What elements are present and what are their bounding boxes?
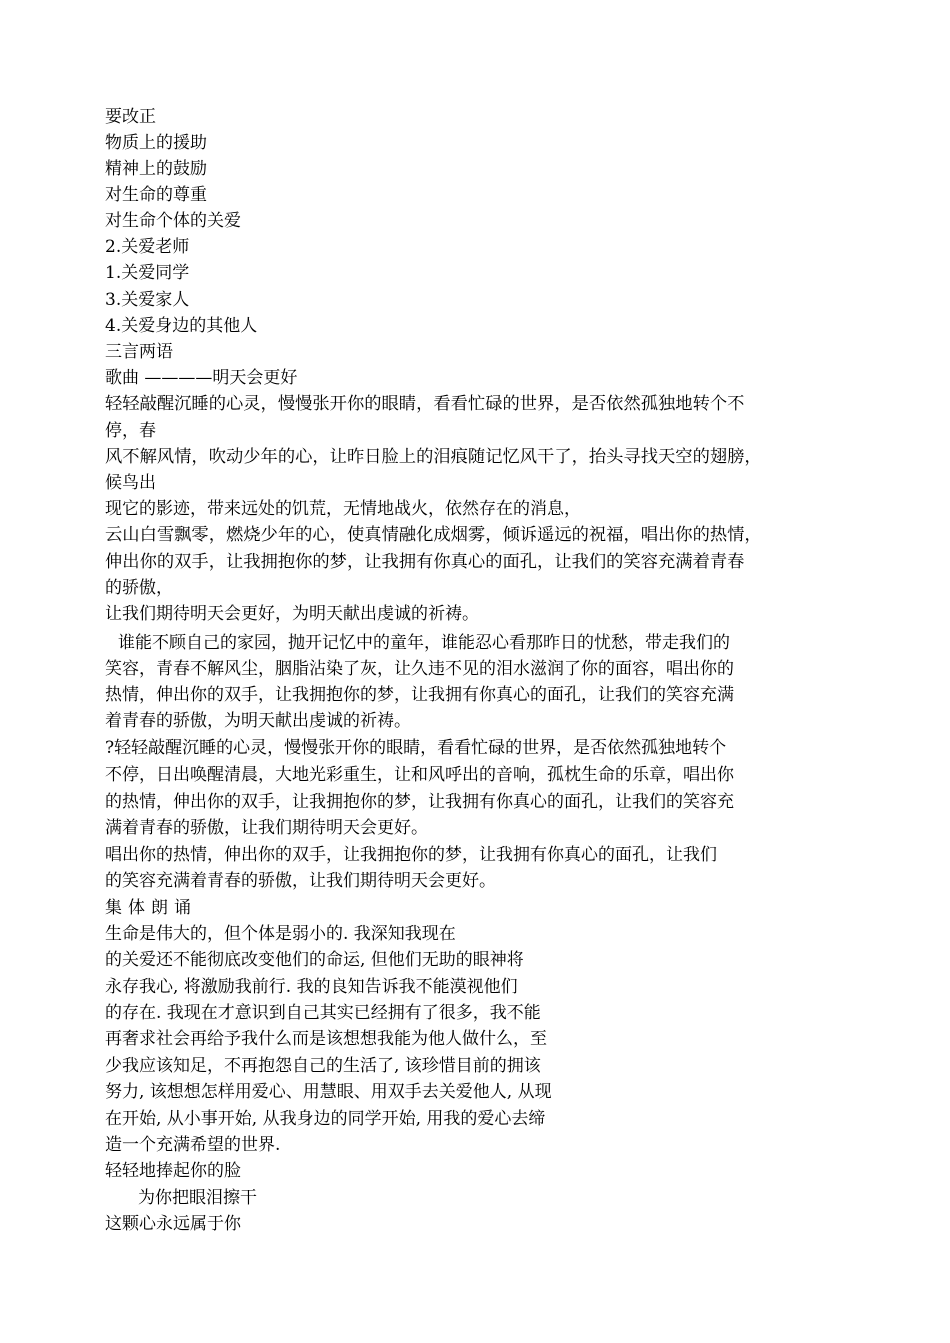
recitation-line: 努力, 该想想怎样用爱心、用慧眼、用双手去关爱他人, 从现	[105, 1082, 552, 1102]
lyric-line: 云山白雪飘零，燃烧少年的心，使真情融化成烟雾，倾诉遥远的祝福，唱出你的热情，	[105, 525, 762, 545]
lyric-line: 现它的影迹，带来远处的饥荒，无情地战火，依然存在的消息，	[105, 499, 581, 519]
recitation-line: 的存在. 我现在才意识到自己其实已经拥有了很多，我不能	[105, 1003, 541, 1023]
lyric-line: 谁能不顾自己的家园，抛开记忆中的童年，谁能忍心看那昨日的忧愁，带走我们的	[118, 633, 730, 653]
text-line: 2.关爱老师	[105, 237, 190, 257]
text-line: 精神上的鼓励	[105, 159, 207, 179]
lyric-line: ?轻轻敲醒沉睡的心灵，慢慢张开你的眼睛，看看忙碌的世界，是否依然孤独地转个	[105, 738, 727, 758]
closing-line: 这颗心永远属于你	[105, 1214, 241, 1234]
section-heading: 集体朗诵	[105, 898, 197, 918]
lyric-line: 的热情，伸出你的双手，让我拥抱你的梦，让我拥有你真心的面孔，让我们的笑容充	[105, 792, 734, 812]
lyric-line: 的骄傲，	[105, 578, 173, 598]
closing-line: 为你把眼泪擦干	[138, 1188, 257, 1208]
text-line: 3.关爱家人	[105, 290, 190, 310]
lyric-line: 不停，日出唤醒清晨，大地光彩重生，让和风呼出的音响，孤枕生命的乐章，唱出你	[105, 765, 734, 785]
recitation-line: 少我应该知足，不再抱怨自己的生活了, 该珍惜目前的拥该	[105, 1056, 541, 1076]
lyric-line: 唱出你的热情，伸出你的双手，让我拥抱你的梦，让我拥有你真心的面孔，让我们	[105, 845, 717, 865]
lyric-line: 轻轻敲醒沉睡的心灵，慢慢张开你的眼睛，看看忙碌的世界，是否依然孤独地转个不	[105, 394, 745, 414]
lyric-line: 笑容，青春不解风尘，胭脂沾染了灰，让久违不见的泪水滋润了你的面容，唱出你的	[105, 659, 734, 679]
lyric-line: 停，春	[105, 421, 156, 441]
lyric-line: 让我们期待明天会更好，为明天献出虔诚的祈祷。	[105, 604, 479, 624]
text-line: 对生命的尊重	[105, 185, 207, 205]
recitation-line: 的关爱还不能彻底改变他们的命运, 但他们无助的眼神将	[105, 950, 524, 970]
recitation-line: 造一个充满希望的世界.	[105, 1135, 281, 1155]
lyric-line: 候鸟出	[105, 473, 156, 493]
lyric-line: 风不解风情，吹动少年的心，让昨日脸上的泪痕随记忆风干了，抬头寻找天空的翅膀，	[105, 447, 762, 467]
section-heading: 三言两语	[105, 342, 173, 362]
lyric-line: 着青春的骄傲，为明天献出虔诚的祈祷。	[105, 711, 411, 731]
lyric-line: 的笑容充满着青春的骄傲，让我们期待明天会更好。	[105, 871, 496, 891]
recitation-line: 永存我心, 将激励我前行. 我的良知告诉我不能漠视他们	[105, 977, 518, 997]
text-line: 要改正	[105, 107, 156, 127]
text-line: 对生命个体的关爱	[105, 211, 241, 231]
recitation-line: 生命是伟大的，但个体是弱小的. 我深知我现在	[105, 924, 456, 944]
recitation-line: 再奢求社会再给予我什么而是该想想我能为他人做什么，至	[105, 1029, 547, 1049]
recitation-line: 在开始, 从小事开始, 从我身边的同学开始, 用我的爱心去缔	[105, 1109, 546, 1129]
lyric-line: 满着青春的骄傲，让我们期待明天会更好。	[105, 818, 428, 838]
lyric-line: 伸出你的双手，让我拥抱你的梦，让我拥有你真心的面孔，让我们的笑容充满着青春	[105, 552, 745, 572]
closing-line: 轻轻地捧起你的脸	[105, 1161, 241, 1181]
text-line: 物质上的援助	[105, 133, 207, 153]
lyric-line: 热情，伸出你的双手，让我拥抱你的梦，让我拥有你真心的面孔，让我们的笑容充满	[105, 685, 734, 705]
text-line: 4.关爱身边的其他人	[105, 316, 258, 336]
text-line: 1.关爱同学	[105, 263, 190, 283]
song-title: 歌曲 ————明天会更好	[105, 368, 298, 388]
